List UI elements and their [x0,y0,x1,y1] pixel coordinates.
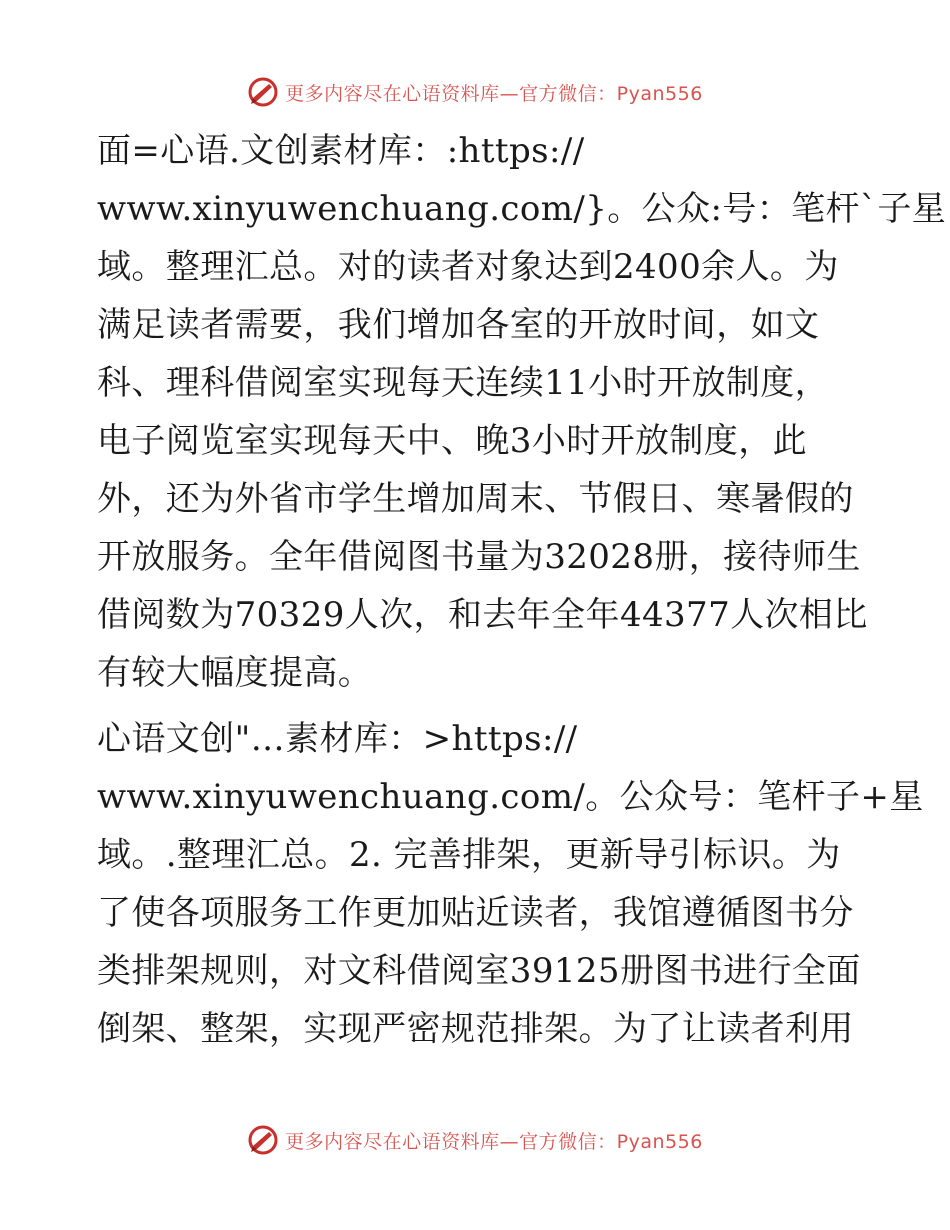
text-line: 电子阅览室实现每天中、晚3小时开放制度，此 [97,421,808,461]
document-body [97,122,947,1058]
text-line: 域。整理汇总。对的读者对象达到2400余人。为 [97,247,839,287]
text-line: 类排架规则，对文科借阅室39125册图书进行全面 [97,951,861,991]
text-line: 满足读者需要，我们增加各室的开放时间，如文 [97,305,820,345]
paragraph-gap [97,702,857,710]
text-line: 倒架、整架，实现严密规范排架。为了让读者利用 [97,1009,854,1049]
text-line: 外，还为外省市学生增加周末、节假日、寒暑假的 [97,479,854,519]
brand-logo-icon [247,1124,279,1156]
text-line: 面=心语.文创素材库：:https:// [97,131,585,171]
paragraph-1 [97,122,947,702]
header-watermark [0,72,950,112]
text-line: 有较大幅度提高。 [97,653,373,693]
paragraph-2 [97,710,924,1058]
footer-watermark-text: 更多内容尽在心语资料库—官方微信：Pyan556 [285,1130,703,1153]
footer-watermark [0,1120,950,1160]
text-line: 开放服务。全年借阅图书量为32028册，接待师生 [97,537,861,577]
header-watermark-text: 更多内容尽在心语资料库—官方微信：Pyan556 [285,82,703,105]
text-line: www.xinyuwenchuang.com/}。公众:号：笔杆`子星 [97,189,947,229]
text-line: 域。.整理汇总。2. 完善排架，更新导引标识。为 [97,835,841,875]
text-line: 了使各项服务工作更加贴近读者，我馆遵循图书分 [97,893,854,933]
text-line: 科、理科借阅室实现每天连续11小时开放制度， [97,363,830,403]
text-line: www.xinyuwenchuang.com/。公众号：笔杆子+星 [97,777,924,817]
brand-logo-icon [247,76,279,108]
text-line: 心语文创"…素材库：>https:// [97,719,578,759]
text-line: 借阅数为70329人次，和去年全年44377人次相比 [97,595,868,635]
